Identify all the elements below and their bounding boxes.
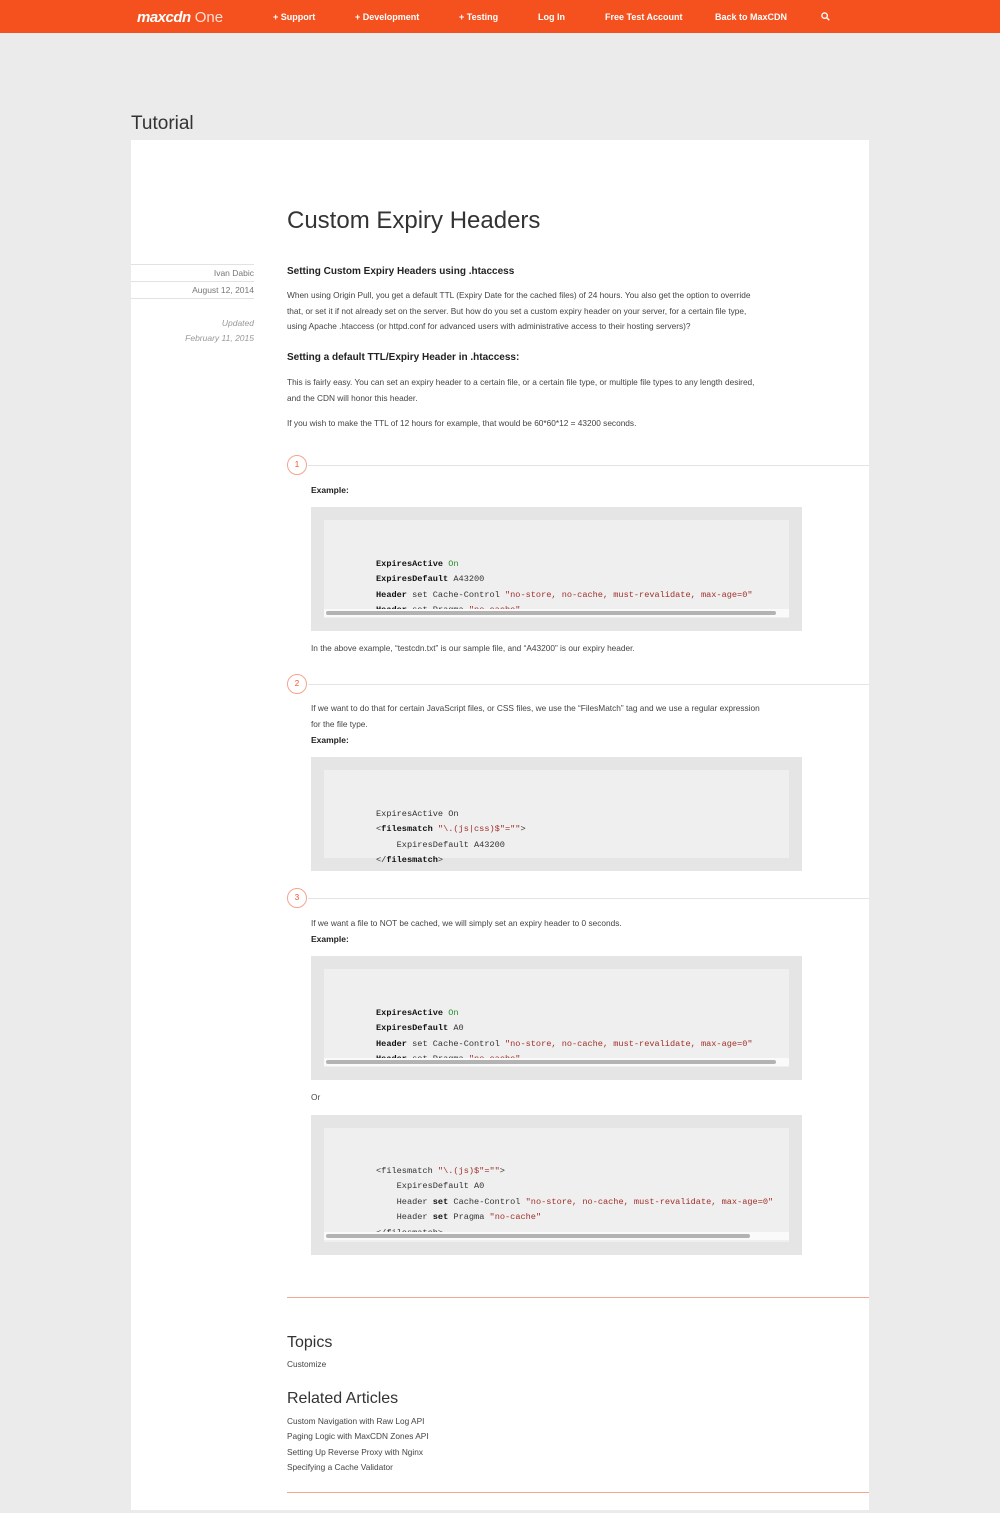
horizontal-scrollbar[interactable] xyxy=(324,609,789,617)
fairly-easy-paragraph xyxy=(287,375,802,406)
paragraph-line: and the CDN will honor this header. xyxy=(287,392,418,403)
related-article-link[interactable]: Setting Up Reverse Proxy with Nginx xyxy=(287,1447,424,1457)
step3-paragraph: If we want a file to NOT be cached, we will simply set an expiry header to 0 seconds. xyxy=(311,918,622,928)
step-divider xyxy=(308,898,869,899)
nav-back-to-maxcdn[interactable]: Back to MaxCDN xyxy=(715,12,788,22)
code-block-4 xyxy=(311,1115,802,1255)
ttl-example-paragraph: If you wish to make the TTL of 12 hours for example, that would be 60*60*12 = 43200 seconds. xyxy=(287,418,637,428)
nav-log-in[interactable]: Log In xyxy=(538,12,565,22)
code-content: ExpiresActive On ExpiresDefault A43200 Header set Cache-Control "no-store, no-cache, must-revalidate, max-age=0" xyxy=(376,558,753,600)
meta-divider xyxy=(131,281,254,282)
code-block-2 xyxy=(311,757,802,871)
updated-label: Updated xyxy=(221,318,254,328)
publish-date: August 12, 2014 xyxy=(192,285,254,295)
search-icon[interactable] xyxy=(821,12,830,21)
nav-development[interactable]: + Development xyxy=(355,12,420,22)
scrollbar-thumb[interactable] xyxy=(326,1234,750,1238)
step-number-1: 1 xyxy=(287,455,307,475)
paragraph-line: for the file type. xyxy=(311,718,368,729)
logo-main-text: maxcdn xyxy=(137,9,191,26)
heading-default-ttl: Setting a default TTL/Expiry Header in .htaccess: xyxy=(287,352,520,363)
paragraph-line: If we want to do that for certain JavaScript files, or CSS files, we use the “FilesMatch” tag and we use a regular expression xyxy=(311,703,760,713)
nav-support[interactable]: + Support xyxy=(273,12,316,22)
section-divider xyxy=(287,1492,869,1493)
topics-heading: Topics xyxy=(287,1334,333,1351)
code-scroll-area[interactable] xyxy=(324,520,789,618)
heading-setting-custom-expiry: Setting Custom Expiry Headers using .htaccess xyxy=(287,266,515,277)
step1-explanation: In the above example, “testcdn.txt” is our sample file, and “A43200” is our expiry header. xyxy=(311,643,635,653)
nav-testing[interactable]: + Testing xyxy=(459,12,499,22)
author-name[interactable]: Ivan Dabic xyxy=(213,268,254,278)
maxcdn-logo[interactable] xyxy=(137,9,223,26)
top-nav-bar xyxy=(0,0,1000,33)
horizontal-scrollbar[interactable] xyxy=(324,1058,789,1066)
code-scroll-area[interactable] xyxy=(324,1128,789,1242)
code-block-1 xyxy=(311,507,802,631)
paragraph-line: This is fairly easy. You can set an expiry header to a certain file, or a certain file type, or multiple file types to any length desired, xyxy=(287,377,755,387)
logo-sub-text: One xyxy=(194,9,224,26)
code-scroll-area[interactable] xyxy=(324,969,789,1067)
related-articles-heading: Related Articles xyxy=(287,1390,399,1407)
example-label: Example: xyxy=(311,934,349,944)
related-article-link[interactable]: Custom Navigation with Raw Log API xyxy=(287,1416,425,1426)
horizontal-scrollbar[interactable] xyxy=(324,1232,789,1240)
code-content: <filesmatch "\.(js)$"=""> ExpiresDefault A0 Header set Cache-Control "no-store, no-cache, must-revalidate, max-age=0" Header set Pragma "no-cache" xyxy=(376,1165,774,1222)
code-block-3 xyxy=(311,956,802,1080)
meta-divider xyxy=(131,264,254,265)
step-number-2: 2 xyxy=(287,674,307,694)
step-divider xyxy=(308,465,869,466)
intro-line: using Apache .htaccess (or httpd.conf for advanced users with administrative access to their hosting servers)? xyxy=(287,321,691,331)
related-article-link[interactable]: Specifying a Cache Validator xyxy=(287,1462,393,1472)
article-title: Custom Expiry Headers xyxy=(287,207,541,234)
code-content: ExpiresActive On <filesmatch "\.(js|css)$"=""> ExpiresDefault A43200 </filesmatch> xyxy=(376,808,526,865)
section-divider xyxy=(287,1297,869,1298)
code-scroll-area[interactable] xyxy=(324,770,789,865)
intro-paragraph xyxy=(287,288,802,335)
code-content: ExpiresActive On ExpiresDefault A0 Header set Cache-Control "no-store, no-cache, must-revalidate, max-age=0" xyxy=(376,1007,753,1049)
example-label: Example: xyxy=(311,485,349,495)
intro-line: When using Origin Pull, you get a default TTL (Expiry Date for the cached files) of 24 hours. You also get the option to override xyxy=(287,290,751,300)
step-divider xyxy=(308,684,869,685)
updated-date: February 11, 2015 xyxy=(185,333,254,343)
meta-divider xyxy=(131,298,254,299)
related-article-link[interactable]: Paging Logic with MaxCDN Zones API xyxy=(287,1431,429,1441)
section-title: Tutorial xyxy=(131,113,194,134)
scrollbar-thumb[interactable] xyxy=(326,611,776,615)
scrollbar-thumb[interactable] xyxy=(326,1060,776,1064)
nav-free-test-account[interactable]: Free Test Account xyxy=(605,12,683,22)
topic-link[interactable]: Customize xyxy=(287,1359,327,1369)
example-label: Example: xyxy=(311,735,349,745)
step-number-3: 3 xyxy=(287,888,307,908)
step2-paragraph xyxy=(311,701,802,732)
or-text: Or xyxy=(311,1092,321,1102)
intro-line: that, or set it if not already set on the server. But how do you set a custom expiry header on your server, for a certain file type, xyxy=(287,305,747,316)
